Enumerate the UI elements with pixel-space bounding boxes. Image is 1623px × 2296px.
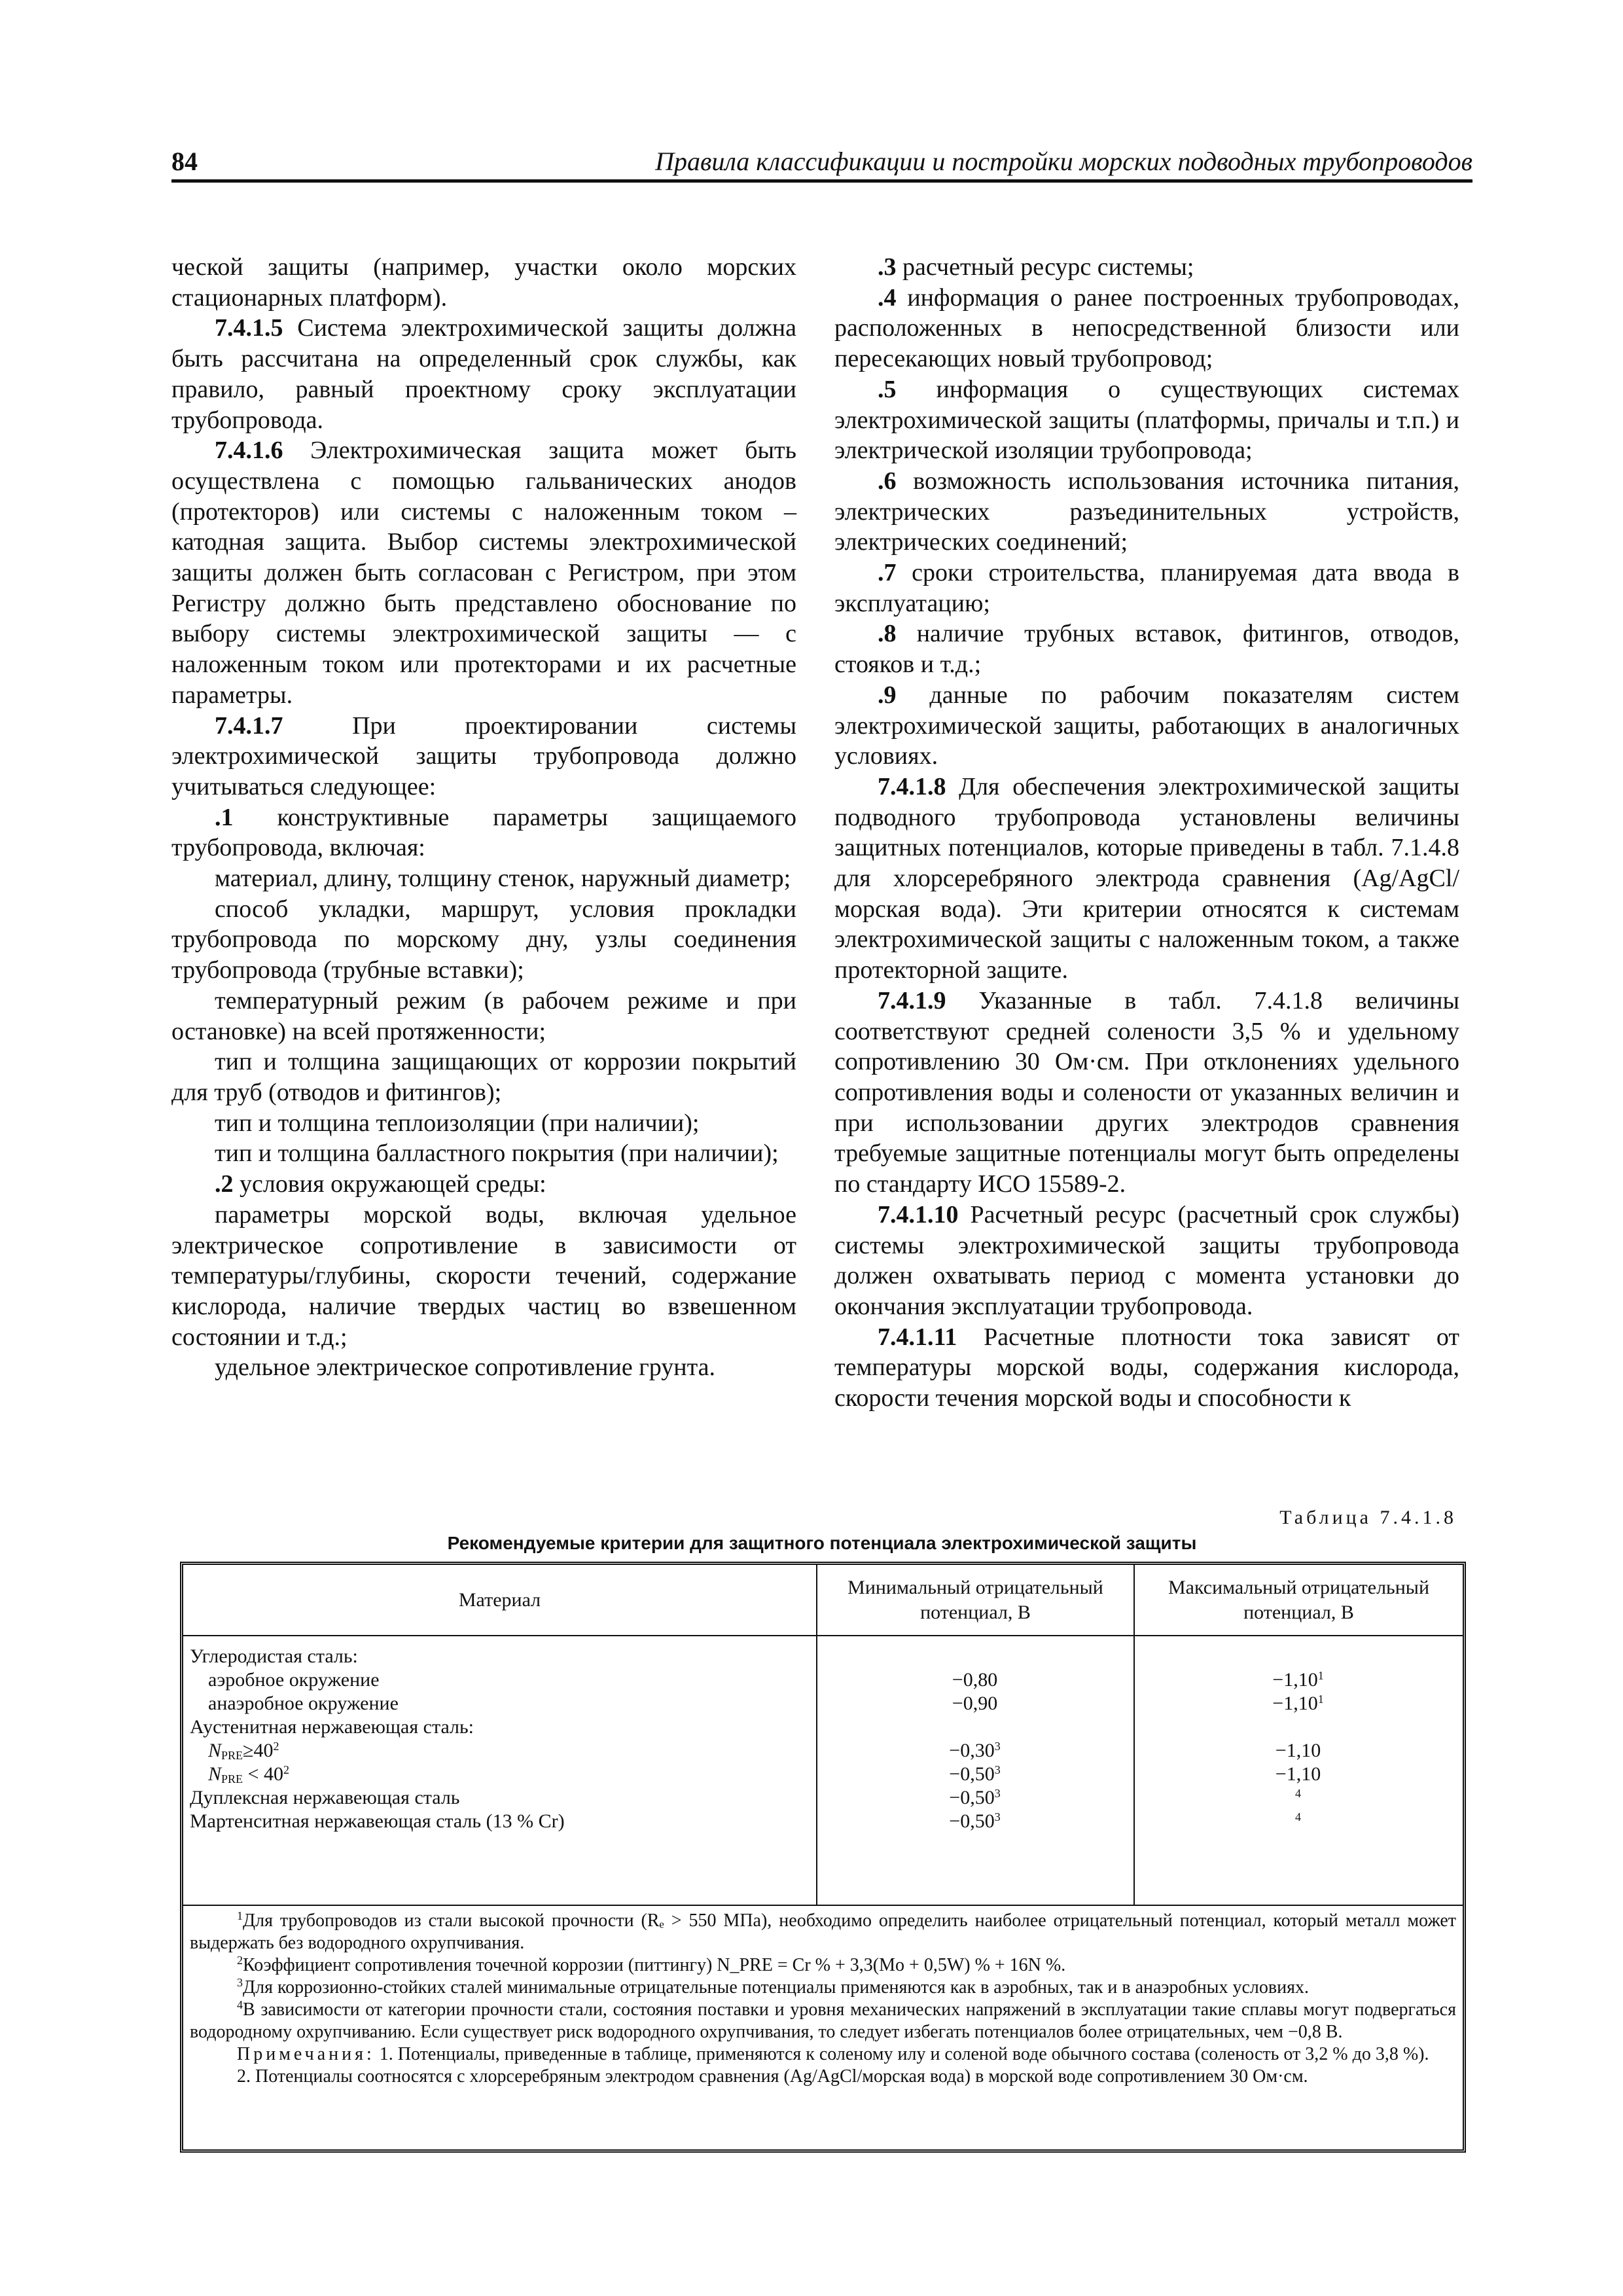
clause-number: 7.4.1.7 — [215, 711, 283, 740]
clause-number: .9 — [878, 681, 897, 709]
table-footnotes — [190, 1910, 1456, 2088]
table-body — [183, 1636, 1463, 1906]
table-row — [183, 1809, 1463, 1834]
footnote-3: $^3$Для коррозионно-стойких сталей минимальные отрицательные потенциалы применяются как в аэробных, так и в анаэробных условиях. — [237, 1976, 1309, 1998]
max-potential-cell: $-1,10^1$ — [1272, 1693, 1324, 1714]
material-cell: Углеродистая сталь: — [190, 1645, 358, 1667]
table-header — [183, 1565, 1463, 1636]
paragraph-text: материал, длину, толщину стенок, наружный диаметр; — [215, 865, 791, 893]
paragraph — [171, 313, 796, 435]
clause-number: .3 — [878, 253, 897, 281]
paragraph-text: Расчетные плотности тока зависят от температуры морской воды, содержания кислорода, скорости течения морской воды и способности к — [834, 1323, 1459, 1412]
paragraph-text: информация о ранее построенных трубопроводах, расположенных в непосредственной близости или пересекающих новый трубопровод; — [834, 283, 1459, 373]
running-title: Правила классификации и постройки морских подводных трубопроводов — [655, 147, 1472, 176]
paragraph-text: тип и толщина защищающих от коррозии покрытий для труб (отводов и фитингов); — [171, 1048, 796, 1106]
paragraph — [834, 619, 1459, 679]
min-potential-cell: $-0,50^3$ — [949, 1787, 1001, 1808]
paragraph-text: сроки строительства, планируемая дата ввода в эксплуатацию; — [834, 559, 1459, 617]
material-cell: $N_{PRE} < 40^2$ — [208, 1763, 289, 1785]
paragraph-text: температурный режим (в рабочем режиме и при остановке) на всей протяженности; — [171, 986, 796, 1045]
paragraph-text: При проектировании системы электрохимической защиты трубопровода должно учитываться следующее: — [171, 711, 796, 800]
clause-number: 7.4.1.9 — [878, 986, 946, 1014]
paragraph — [171, 986, 796, 1047]
clause-number: .5 — [878, 375, 897, 403]
paragraph — [171, 1169, 796, 1200]
clause-number: 7.4.1.11 — [878, 1323, 957, 1351]
paragraph-text: удельное электрическое сопротивление грунта. — [215, 1354, 716, 1382]
clause-number: 7.4.1.10 — [878, 1200, 959, 1229]
table-row — [183, 1785, 1463, 1810]
clause-number: .2 — [215, 1170, 234, 1198]
min-potential-cell: $-0,30^3$ — [949, 1740, 1001, 1761]
table-row — [183, 1644, 1463, 1669]
paragraph — [171, 894, 796, 986]
table-row — [183, 1762, 1463, 1787]
paragraph-text: условия окружающей среды: — [233, 1170, 546, 1198]
paragraph-text: параметры морской воды, включая удельное электрическое сопротивление в зависимости от температуры/глубины, скорости течений, содержание кислорода, наличие твердых частиц во взвешенном состоянии и т.д.; — [171, 1200, 796, 1351]
paragraph — [834, 986, 1459, 1200]
paragraph-text: Указанные в табл. 7.4.1.8 величины соответствуют средней солености 3,5 % и удельному сопротивлению 30 Ом·см. При отклонениях удельного сопротивления воды и солености от указанных величин и при использовании других электродов сравнения требуемые защитные потенциалы могут быть определены по стандарту ИСО 15589-2. — [834, 986, 1459, 1198]
paragraph-text: возможность использования источника питания, электрических разъединительных устройств, электрических соединений; — [834, 467, 1459, 556]
material-cell: Мартенситная нержавеющая сталь (13 % Cr) — [190, 1810, 565, 1832]
table-note-1: Примечания: 1. Потенциалы, приведенные в таблице, применяются к соленому илу и соленой воде обычного состава (соленость от 3,2 % до 3,8 %). — [237, 2044, 1429, 2064]
paragraph — [171, 252, 796, 313]
paragraph-text: тип и толщина теплоизоляции (при наличии); — [215, 1109, 700, 1137]
left-text-column — [171, 252, 796, 1383]
paragraph — [171, 1108, 796, 1139]
clause-number: .1 — [215, 803, 234, 831]
clause-number: .4 — [878, 283, 897, 312]
paragraph — [171, 863, 796, 894]
paragraph — [834, 466, 1459, 558]
material-cell: $N_{PRE}\ge 40^2$ — [208, 1740, 279, 1762]
paragraph-text: конструктивные параметры защищаемого трубопровода, включая: — [171, 803, 796, 862]
table-row — [183, 1738, 1463, 1763]
material-cell: Аустенитная нержавеющая сталь: — [190, 1716, 474, 1738]
paragraph — [171, 1200, 796, 1353]
paragraph-text: Для обеспечения электрохимической защиты подводного трубопровода установлены величины защитных потенциалов, которые приведены в табл. 7.1.4.8 для хлорсеребряного электрода сравнения (Ag/AgCl/морская вода). Эти критерии относятся к системам электрохимической защиты с наложенным током, а также протекторной защите. — [834, 772, 1459, 984]
page-number: 84 — [171, 147, 198, 176]
max-potential-cell: 4 — [1295, 1787, 1301, 1800]
footnote-4: $^4$В зависимости от категории прочности стали, состояния поставки и уровня механических напряжений в эксплуатации такие сплавы могут подвергаться водородному охрупчиванию. Если существует риск водородного охрупчивания, то следует избегать потенциалов более отрицательных, чем −0,8 В. — [190, 1998, 1456, 2042]
paragraph — [834, 680, 1459, 772]
paragraph — [834, 772, 1459, 986]
max-potential-cell: 4 — [1295, 1810, 1301, 1823]
max-potential-cell: $-1,10^1$ — [1272, 1669, 1324, 1691]
material-cell: аэробное окружение — [208, 1669, 380, 1691]
material-cell: Дуплексная нержавеющая сталь — [190, 1787, 460, 1808]
table-row — [183, 1668, 1463, 1693]
paragraph-text: тип и толщина балластного покрытия (при наличии); — [215, 1139, 779, 1168]
min-potential-cell: $-0,50^3$ — [949, 1763, 1001, 1785]
potential-criteria-table — [180, 1562, 1466, 2153]
paragraph — [834, 252, 1459, 283]
paragraph-text: расчетный ресурс системы; — [896, 253, 1194, 281]
paragraph — [171, 802, 796, 863]
table-row — [183, 1715, 1463, 1740]
paragraph — [834, 558, 1459, 619]
paragraph-text: данные по рабочим показателям систем электрохимической защиты, работающих в аналогичных условиях. — [834, 681, 1459, 770]
paragraph — [834, 1200, 1459, 1322]
clause-number: .6 — [878, 467, 897, 495]
paragraph — [171, 1047, 796, 1107]
clause-number: .8 — [878, 620, 897, 648]
paragraph — [834, 374, 1459, 466]
paragraph-text: Расчетный ресурс (расчетный срок службы) системы электрохимической защиты трубопровода должен охватывать период с момента установки до окончания эксплуатации трубопровода. — [834, 1200, 1459, 1320]
paragraph — [834, 283, 1459, 374]
paragraph-text: ческой защиты (например, участки около морских стационарных платформ). — [171, 253, 796, 312]
clause-number: 7.4.1.8 — [878, 772, 946, 800]
paragraph-text: способ укладки, маршрут, условия прокладки трубопровода по морскому дну, узлы соединения трубопровода (трубные вставки); — [171, 895, 796, 984]
header-material: Материал — [458, 1588, 541, 1611]
table-note-2: 2. Потенциалы соотносятся с хлорсеребряным электродом сравнения (Ag/AgCl/морская вода) в морской воде сопротивлением 30 Ом·см. — [237, 2066, 1308, 2087]
header-max-potential: Максимальный отрицательный потенциал, В — [1133, 1565, 1463, 1635]
paragraph-text: Система электрохимической защиты должна быть рассчитана на определенный срок службы, как правило, равный проектному сроку эксплуатации трубопровода. — [171, 314, 796, 434]
paragraph-text: информация о существующих системах электрохимической защиты (платформы, причалы и т.п.) и электрической изоляции трубопровода; — [834, 375, 1459, 465]
max-potential-cell: −1,10 — [1275, 1763, 1321, 1785]
paragraph — [171, 1138, 796, 1169]
page-header — [171, 139, 1472, 183]
header-min-potential: Минимальный отрицательный потенциал, В — [816, 1565, 1133, 1635]
table-row — [183, 1691, 1463, 1716]
clause-number: 7.4.1.6 — [215, 437, 283, 465]
paragraph — [171, 435, 796, 710]
paragraph — [171, 1352, 796, 1383]
paragraph — [171, 711, 796, 802]
table-label: Таблица 7.4.1.8 — [1279, 1507, 1457, 1528]
paragraph-text: наличие трубных вставок, фитингов, отводов, стояков и т.д.; — [834, 620, 1459, 679]
clause-number: 7.4.1.5 — [215, 314, 283, 342]
min-potential-cell: −0,90 — [952, 1693, 998, 1714]
min-potential-cell: $-0,50^3$ — [949, 1810, 1001, 1832]
footnote-1: $^1$Для трубопроводов из стали высокой прочности (Rₑ > 550 МПа), необходимо определить наиболее отрицательный потенциал, который металл может выдержать без водородного охрупчивания. — [190, 1909, 1456, 1953]
footnote-2: $^2$Коэффициент сопротивления точечной коррозии (питтингу) N_PRE = Cr % + 3,3(Mo + 0,5W) % + 16N %. — [237, 1954, 1066, 1975]
min-potential-cell: −0,80 — [952, 1669, 998, 1691]
paragraph-text: Электрохимическая защита может быть осуществлена с помощью гальванических анодов (протекторов) или системы с наложенным током – катодная защита. Выбор системы электрохимической защиты должен быть согласован с Регистром, при этом Регистру должно быть представлено обоснование по выбору системы электрохимической защиты — с наложенным током или протекторами и их расчетные параметры. — [171, 437, 796, 709]
right-text-column — [834, 252, 1459, 1414]
clause-number: .7 — [878, 559, 897, 587]
table-title: Рекомендуемые критерии для защитного потенциала электрохимической защиты — [447, 1533, 1197, 1553]
material-cell: анаэробное окружение — [208, 1693, 399, 1714]
max-potential-cell: −1,10 — [1275, 1740, 1321, 1761]
paragraph — [834, 1322, 1459, 1414]
